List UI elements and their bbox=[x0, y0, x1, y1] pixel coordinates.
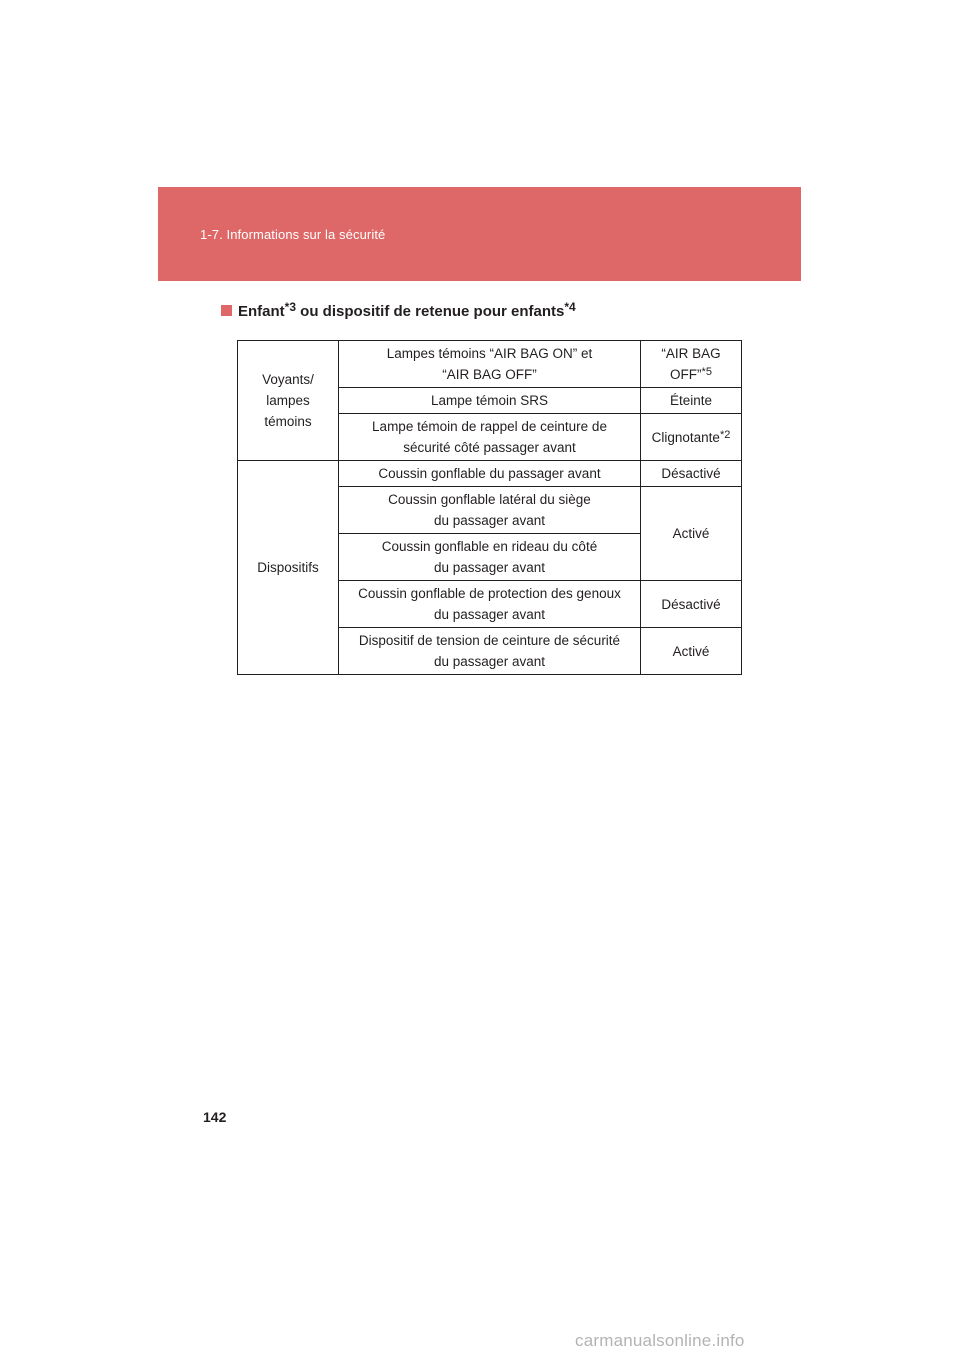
device-status-cell bbox=[641, 487, 742, 581]
table-row bbox=[238, 461, 742, 487]
footnote-ref-2: *2 bbox=[719, 428, 731, 441]
heading-text-child: Enfant bbox=[238, 303, 285, 320]
indicator-item-cell bbox=[339, 388, 641, 414]
device-item: Coussin gonflable en rideau du côté du passager avant bbox=[381, 539, 598, 575]
device-status-cell bbox=[641, 628, 742, 675]
airbag-status-table bbox=[237, 340, 742, 675]
indicator-item-cell bbox=[339, 341, 641, 388]
devices-label-cell bbox=[238, 461, 339, 675]
indicator-status-cell bbox=[641, 388, 742, 414]
indicator-item: Lampe témoin de rappel de ceinture de sécurité côté passager avant bbox=[372, 419, 607, 455]
indicators-label-cell bbox=[238, 341, 339, 461]
indicator-status: Éteinte bbox=[669, 393, 713, 408]
device-status: Activé bbox=[672, 643, 710, 659]
subsection-heading: Enfant $^{*3}$ ou dispositif de retenue pour enfants $^{*4}$ bbox=[221, 303, 576, 320]
section-title: 1-7. Informations sur la sécurité bbox=[200, 227, 386, 242]
device-item-cell bbox=[339, 461, 641, 487]
indicator-item: Lampe témoin SRS bbox=[430, 393, 549, 408]
indicator-status: “AIR BAG OFF” bbox=[661, 346, 721, 382]
watermark: carmanualsonline.info bbox=[575, 1331, 745, 1350]
device-status: Activé bbox=[672, 526, 710, 541]
indicators-label: Voyants/ lampes témoins bbox=[262, 372, 314, 429]
chapter-header-band bbox=[158, 187, 801, 281]
footnote-ref-5: *5 bbox=[701, 366, 712, 378]
device-item-cell bbox=[339, 581, 641, 628]
device-status-cell bbox=[641, 581, 742, 628]
devices-label: Dispositifs bbox=[257, 560, 319, 575]
indicator-status-cell bbox=[641, 341, 742, 388]
device-item-cell bbox=[339, 487, 641, 534]
device-status-cell bbox=[641, 461, 742, 487]
indicator-status: Clignotante bbox=[651, 429, 720, 445]
heading-text-restraint: ou dispositif de retenue pour enfants bbox=[296, 303, 565, 320]
device-item-cell bbox=[339, 534, 641, 581]
device-item: Coussin gonflable du passager avant bbox=[378, 466, 601, 481]
indicator-item-cell bbox=[339, 414, 641, 461]
table-row bbox=[238, 341, 742, 388]
device-status: Désactivé bbox=[661, 596, 721, 612]
device-item-cell bbox=[339, 628, 641, 675]
indicator-item: Lampes témoins “AIR BAG ON” et “AIR BAG OFF” bbox=[386, 346, 593, 382]
device-item: Coussin gonflable de protection des genoux du passager avant bbox=[358, 586, 621, 622]
device-status: Désactivé bbox=[661, 466, 721, 481]
device-item: Dispositif de tension de ceinture de sécurité du passager avant bbox=[358, 633, 621, 669]
page-number: 142 bbox=[203, 1109, 227, 1125]
indicator-status-cell bbox=[641, 414, 742, 461]
device-item: Coussin gonflable latéral du siège du passager avant bbox=[388, 492, 591, 528]
square-bullet-icon bbox=[221, 305, 232, 316]
